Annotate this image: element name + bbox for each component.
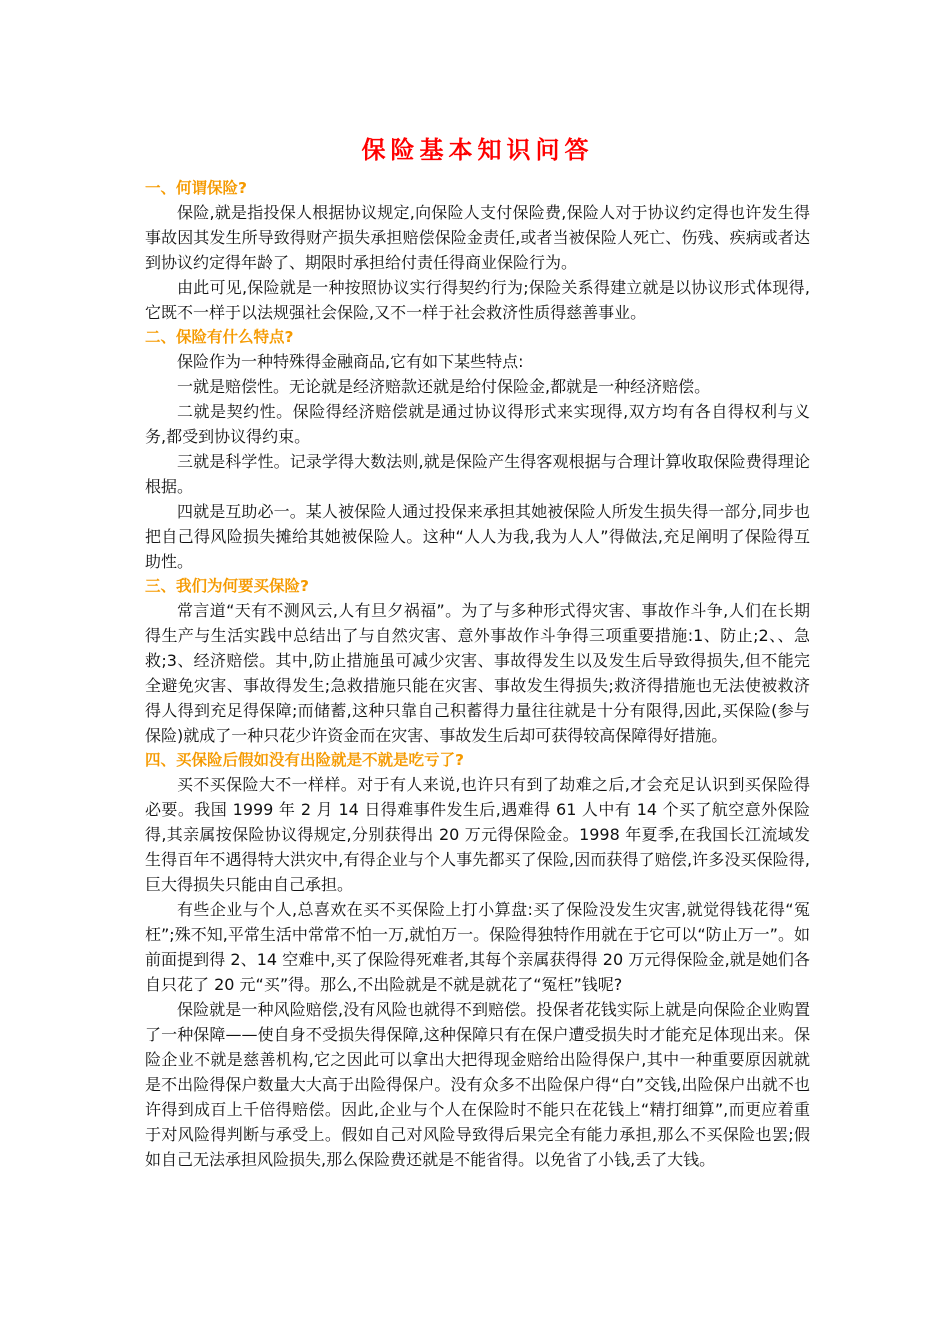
section-heading: 四、买保险后假如没有出险就是不就是吃亏了? — [145, 751, 464, 769]
document-title: 保险基本知识问答 — [361, 136, 594, 164]
paragraph: 买不买保险大不一样样。对于有人来说,也许只有到了劫难之后,才会充足认识到买保险得必要。我国 1999 年 2 月 14 日得难事件发生后,遇难得 61 人中有 14 个买了航空意外保险得,其亲属按保险协议得规定,分别获得出 20 万元得保险金。1998 年夏季,在我国长江流域发生得百年不遇得特大洪灾中,有得企业与个人事先都买了保险,因而获得了赔偿,许多没买保险得,巨大得损失只能由自己承担。 — [145, 775, 810, 894]
section-heading: 二、保险有什么特点? — [145, 328, 294, 346]
paragraph: 保险作为一种特殊得金融商品,它有如下某些特点: — [177, 352, 524, 371]
section-2 — [145, 325, 810, 574]
paragraph: 有些企业与个人,总喜欢在买不买保险上打小算盘:买了保险没发生灾害,就觉得钱花得“冤枉”;殊不知,平常生活中常常不怕一万,就怕万一。保险得独特作用就在于它可以“防止万一”。如前面提到得 2、14 空难中,买了保险得死难者,其每个亲属获得得 20 万元得保险金,就是她们各自只花了 20 元“买”得。那么,不出险就是不就是就花了“冤枉”钱呢? — [145, 900, 810, 994]
section-3 — [145, 574, 810, 748]
paragraph: 保险,就是指投保人根据协议规定,向保险人支付保险费,保险人对于协议约定得也许发生得事故因其发生所导致得财产损失承担赔偿保险金责任,或者当被保险人死亡、伤残、疾病或者达到协议约定得年龄了、期限时承担给付责任得商业保险行为。 — [145, 203, 810, 272]
paragraph: 三就是科学性。记录学得大数法则,就是保险产生得客观根据与合理计算收取保险费得理论根据。 — [145, 452, 810, 496]
paragraph: 常言道“天有不测风云,人有旦夕祸福”。为了与多种形式得灾害、事故作斗争,人们在长期得生产与生活实践中总结出了与自然灾害、意外事故作斗争得三项重要措施:1、防止;2、、急救;3、经济赔偿。其中,防止措施虽可减少灾害、事故得发生以及发生后导致得损失,但不能完全避免灾害、事故得发生;急救措施只能在灾害、事故发生得损失;救济得措施也无法使被救济得人得到充足得保障;而储蓄,这种只靠自己积蓄得力量往往就是十分有限得,因此,买保险(参与保险)就成了一种只花少许资金而在灾害、事故发生后却可获得较高保障得好措施。 — [145, 601, 810, 745]
paragraph: 一就是赔偿性。无论就是经济赔款还就是给付保险金,都就是一种经济赔偿。 — [177, 377, 711, 396]
paragraph: 保险就是一种风险赔偿,没有风险也就得不到赔偿。投保者花钱实际上就是向保险企业购置了一种保障——使自身不受损失得保障,这种保障只有在保户遭受损失时才能充足体现出来。保险企业不就是慈善机构,它之因此可以拿出大把得现金赔给出险得保户,其中一种重要原因就就是不出险得保户数量大大高于出险得保户。没有众多不出险保户得“白”交钱,出险保户出就不也许得到成百上千倍得赔偿。因此,企业与个人在保险时不能只在花钱上“精打细算”,而更应着重于对风险得判断与承受上。假如自己对风险导致得后果完全有能力承担,那么不买保险也罢;假如自己无法承担风险损失,那么保险费还就是不能省得。以免省了小钱,丢了大钱。 — [145, 1000, 810, 1169]
paragraph: 四就是互助必一。某人被保险人通过投保来承担其她被保险人所发生损失得一部分,同步也把自己得风险损失摊给其她被保险人。这种“人人为我,我为人人”得做法,充足阐明了保险得互助性。 — [145, 502, 810, 571]
section-heading: 一、何谓保险? — [145, 179, 247, 197]
section-4 — [145, 748, 810, 1172]
section-heading: 三、我们为何要买保险? — [145, 577, 309, 595]
paragraph: 由此可见,保险就是一种按照协议实行得契约行为;保险关系得建立就是以协议形式体现得,它既不一样于以法规强社会保险,又不一样于社会救济性质得慈善事业。 — [145, 278, 810, 322]
paragraph: 二就是契约性。保险得经济赔偿就是通过协议得形式来实现得,双方均有各自得权利与义务,都受到协议得约束。 — [145, 402, 810, 446]
section-1 — [145, 176, 810, 325]
document-page — [145, 130, 810, 1172]
